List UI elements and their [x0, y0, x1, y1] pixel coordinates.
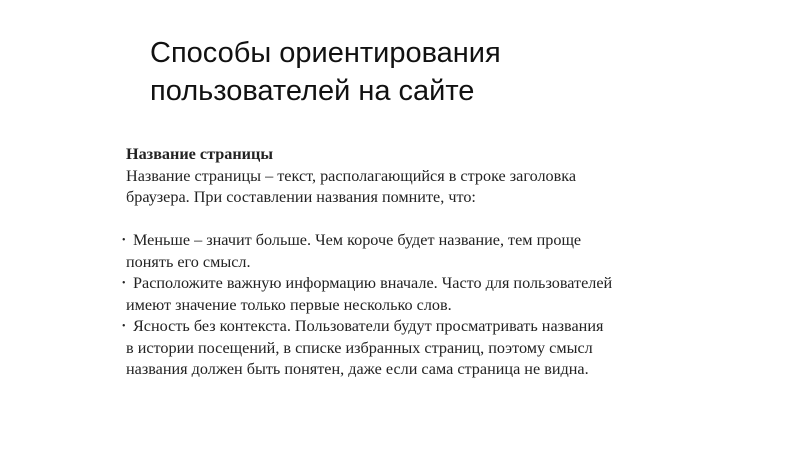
bullet-text: Ясность без контекста. Пользователи будут просматривать названия	[133, 317, 604, 335]
bullet-text: в истории посещений, в списке избранных страниц, поэтому смысл	[126, 338, 593, 357]
slide-body	[122, 144, 706, 381]
bullet-text: понять его смысл.	[126, 252, 251, 271]
bullet-icon: •	[122, 235, 126, 246]
bullet-text: названия должен быть понятен, даже если сама страница не видна.	[126, 360, 589, 378]
slide-title-line: пользователей на сайте	[150, 75, 475, 107]
bullet-text: Расположите важную информацию вначале. Часто для пользователей	[133, 274, 613, 292]
bullet-icon: •	[122, 321, 126, 332]
bullet-first-line	[122, 273, 706, 295]
bullet-icon: •	[122, 278, 126, 289]
section-heading: Название страницы	[126, 145, 273, 163]
bullet-text: Меньше – значит больше. Чем короче будет название, тем проще	[133, 231, 582, 249]
slide-title-line: Способы ориентирования	[150, 37, 501, 69]
intro-line: браузера. При составлении названия помните, что:	[126, 188, 476, 206]
bullet-first-line	[122, 230, 706, 252]
bullet-item	[122, 273, 706, 316]
bullet-first-line	[122, 316, 706, 338]
slide-title	[150, 34, 750, 110]
bullet-text: имеют значение только первые несколько слов.	[126, 295, 452, 314]
bullet-item	[122, 230, 706, 273]
paragraph-gap	[126, 209, 706, 231]
intro-line: Название страницы – текст, располагающийся в строке заголовка	[126, 166, 577, 185]
bullet-item	[122, 316, 706, 381]
